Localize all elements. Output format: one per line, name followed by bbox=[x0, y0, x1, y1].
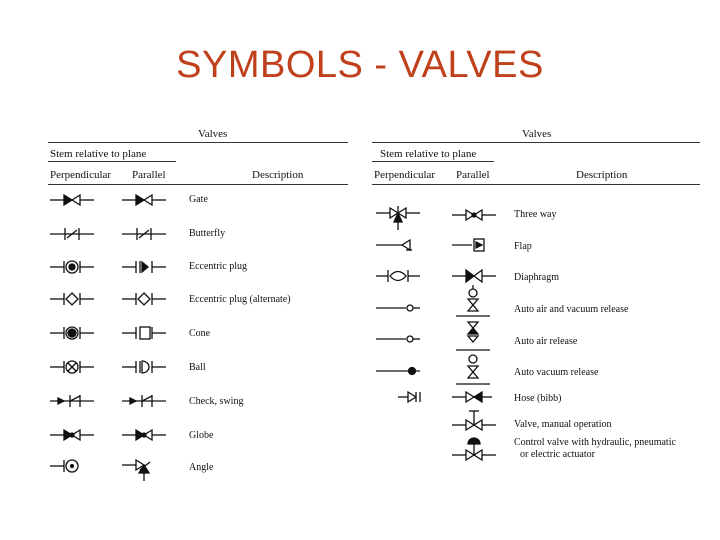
flap-valve-icon bbox=[376, 238, 420, 252]
gate-valve-icon bbox=[122, 194, 166, 206]
col-header-description: Description bbox=[252, 169, 304, 181]
three-way-valve-icon bbox=[376, 206, 422, 230]
hose-bibb-valve-icon bbox=[376, 390, 420, 404]
auto-air-release-icon bbox=[376, 332, 420, 346]
row-label-diaphragm: Diaphragm bbox=[514, 272, 559, 283]
row-label-hose-bibb: Hose (bibb) bbox=[514, 393, 562, 404]
header-rule bbox=[48, 142, 348, 143]
three-way-valve-icon bbox=[452, 208, 496, 222]
auto-vacuum-release-icon bbox=[376, 364, 420, 378]
butterfly-valve-icon bbox=[50, 228, 94, 240]
row-label-angle: Angle bbox=[189, 462, 214, 473]
check-swing-valve-icon bbox=[50, 394, 94, 408]
row-label-globe: Globe bbox=[189, 430, 214, 441]
auto-air-vacuum-release-icon bbox=[376, 301, 420, 315]
eccentric-plug-valve-icon bbox=[50, 260, 94, 274]
stem-rule bbox=[48, 161, 176, 162]
angle-valve-icon bbox=[50, 459, 94, 475]
gate-valve-icon bbox=[50, 194, 94, 206]
row-label-auto-air-release: Auto air release bbox=[514, 336, 578, 347]
diaphragm-valve-icon bbox=[376, 269, 420, 283]
row-label-control-valve-line2: or electric actuator bbox=[520, 449, 595, 460]
eccentric-plug-alt-valve-icon bbox=[50, 292, 94, 306]
row-label-manual-operation: Valve, manual operation bbox=[514, 419, 612, 430]
diaphragm-valve-icon bbox=[452, 269, 496, 283]
auto-air-vacuum-release-icon bbox=[456, 285, 490, 317]
row-label-auto-air-vacuum-release: Auto air and vacuum release bbox=[514, 304, 629, 315]
row-label-eccentric-plug: Eccentric plug bbox=[189, 261, 248, 272]
row-label-gate: Gate bbox=[189, 194, 208, 205]
stem-header: Stem relative to plane bbox=[380, 148, 477, 160]
col-header-perpendicular: Perpendicular bbox=[50, 169, 112, 181]
auto-air-release-icon bbox=[456, 320, 490, 352]
row-label-three-way: Three way bbox=[514, 209, 557, 220]
cone-valve-icon bbox=[50, 326, 94, 340]
table-header-valves: Valves bbox=[522, 128, 552, 140]
row-label-butterfly: Butterfly bbox=[189, 228, 226, 239]
eccentric-plug-alt-valve-icon bbox=[122, 292, 166, 306]
check-swing-valve-icon bbox=[122, 394, 166, 408]
columns-rule bbox=[48, 184, 348, 185]
butterfly-valve-icon bbox=[122, 228, 166, 240]
col-header-parallel: Parallel bbox=[132, 169, 166, 181]
columns-rule bbox=[372, 184, 700, 185]
manual-operation-valve-icon bbox=[452, 410, 496, 432]
ball-valve-icon bbox=[50, 360, 94, 374]
header-rule bbox=[372, 142, 700, 143]
cone-valve-icon bbox=[122, 326, 166, 340]
table-header-valves: Valves bbox=[198, 128, 228, 140]
col-header-description: Description bbox=[576, 169, 628, 181]
page-title: SYMBOLS - VALVES bbox=[176, 44, 544, 86]
row-label-check-swing: Check, swing bbox=[189, 396, 244, 407]
row-label-control-valve: Control valve with hydraulic, pneumatic bbox=[514, 437, 676, 448]
row-label-cone: Cone bbox=[189, 328, 211, 339]
row-label-flap: Flap bbox=[514, 241, 532, 252]
col-header-parallel: Parallel bbox=[456, 169, 490, 181]
eccentric-plug-valve-icon bbox=[122, 260, 166, 274]
hose-bibb-valve-icon bbox=[452, 390, 496, 404]
angle-valve-icon bbox=[122, 459, 166, 483]
globe-valve-icon bbox=[122, 428, 166, 442]
control-valve-actuator-icon bbox=[452, 438, 496, 462]
stem-header: Stem relative to plane bbox=[50, 148, 147, 160]
auto-vacuum-release-icon bbox=[456, 354, 490, 386]
ball-valve-icon bbox=[122, 360, 166, 374]
flap-valve-icon bbox=[452, 238, 496, 252]
stem-rule bbox=[372, 161, 494, 162]
row-label-ball: Ball bbox=[189, 362, 206, 373]
row-label-auto-vacuum-release: Auto vacuum release bbox=[514, 367, 599, 378]
col-header-perpendicular: Perpendicular bbox=[374, 169, 436, 181]
row-label-eccentric-plug-alternate: Eccentric plug (alternate) bbox=[189, 294, 291, 305]
globe-valve-icon bbox=[50, 428, 94, 442]
